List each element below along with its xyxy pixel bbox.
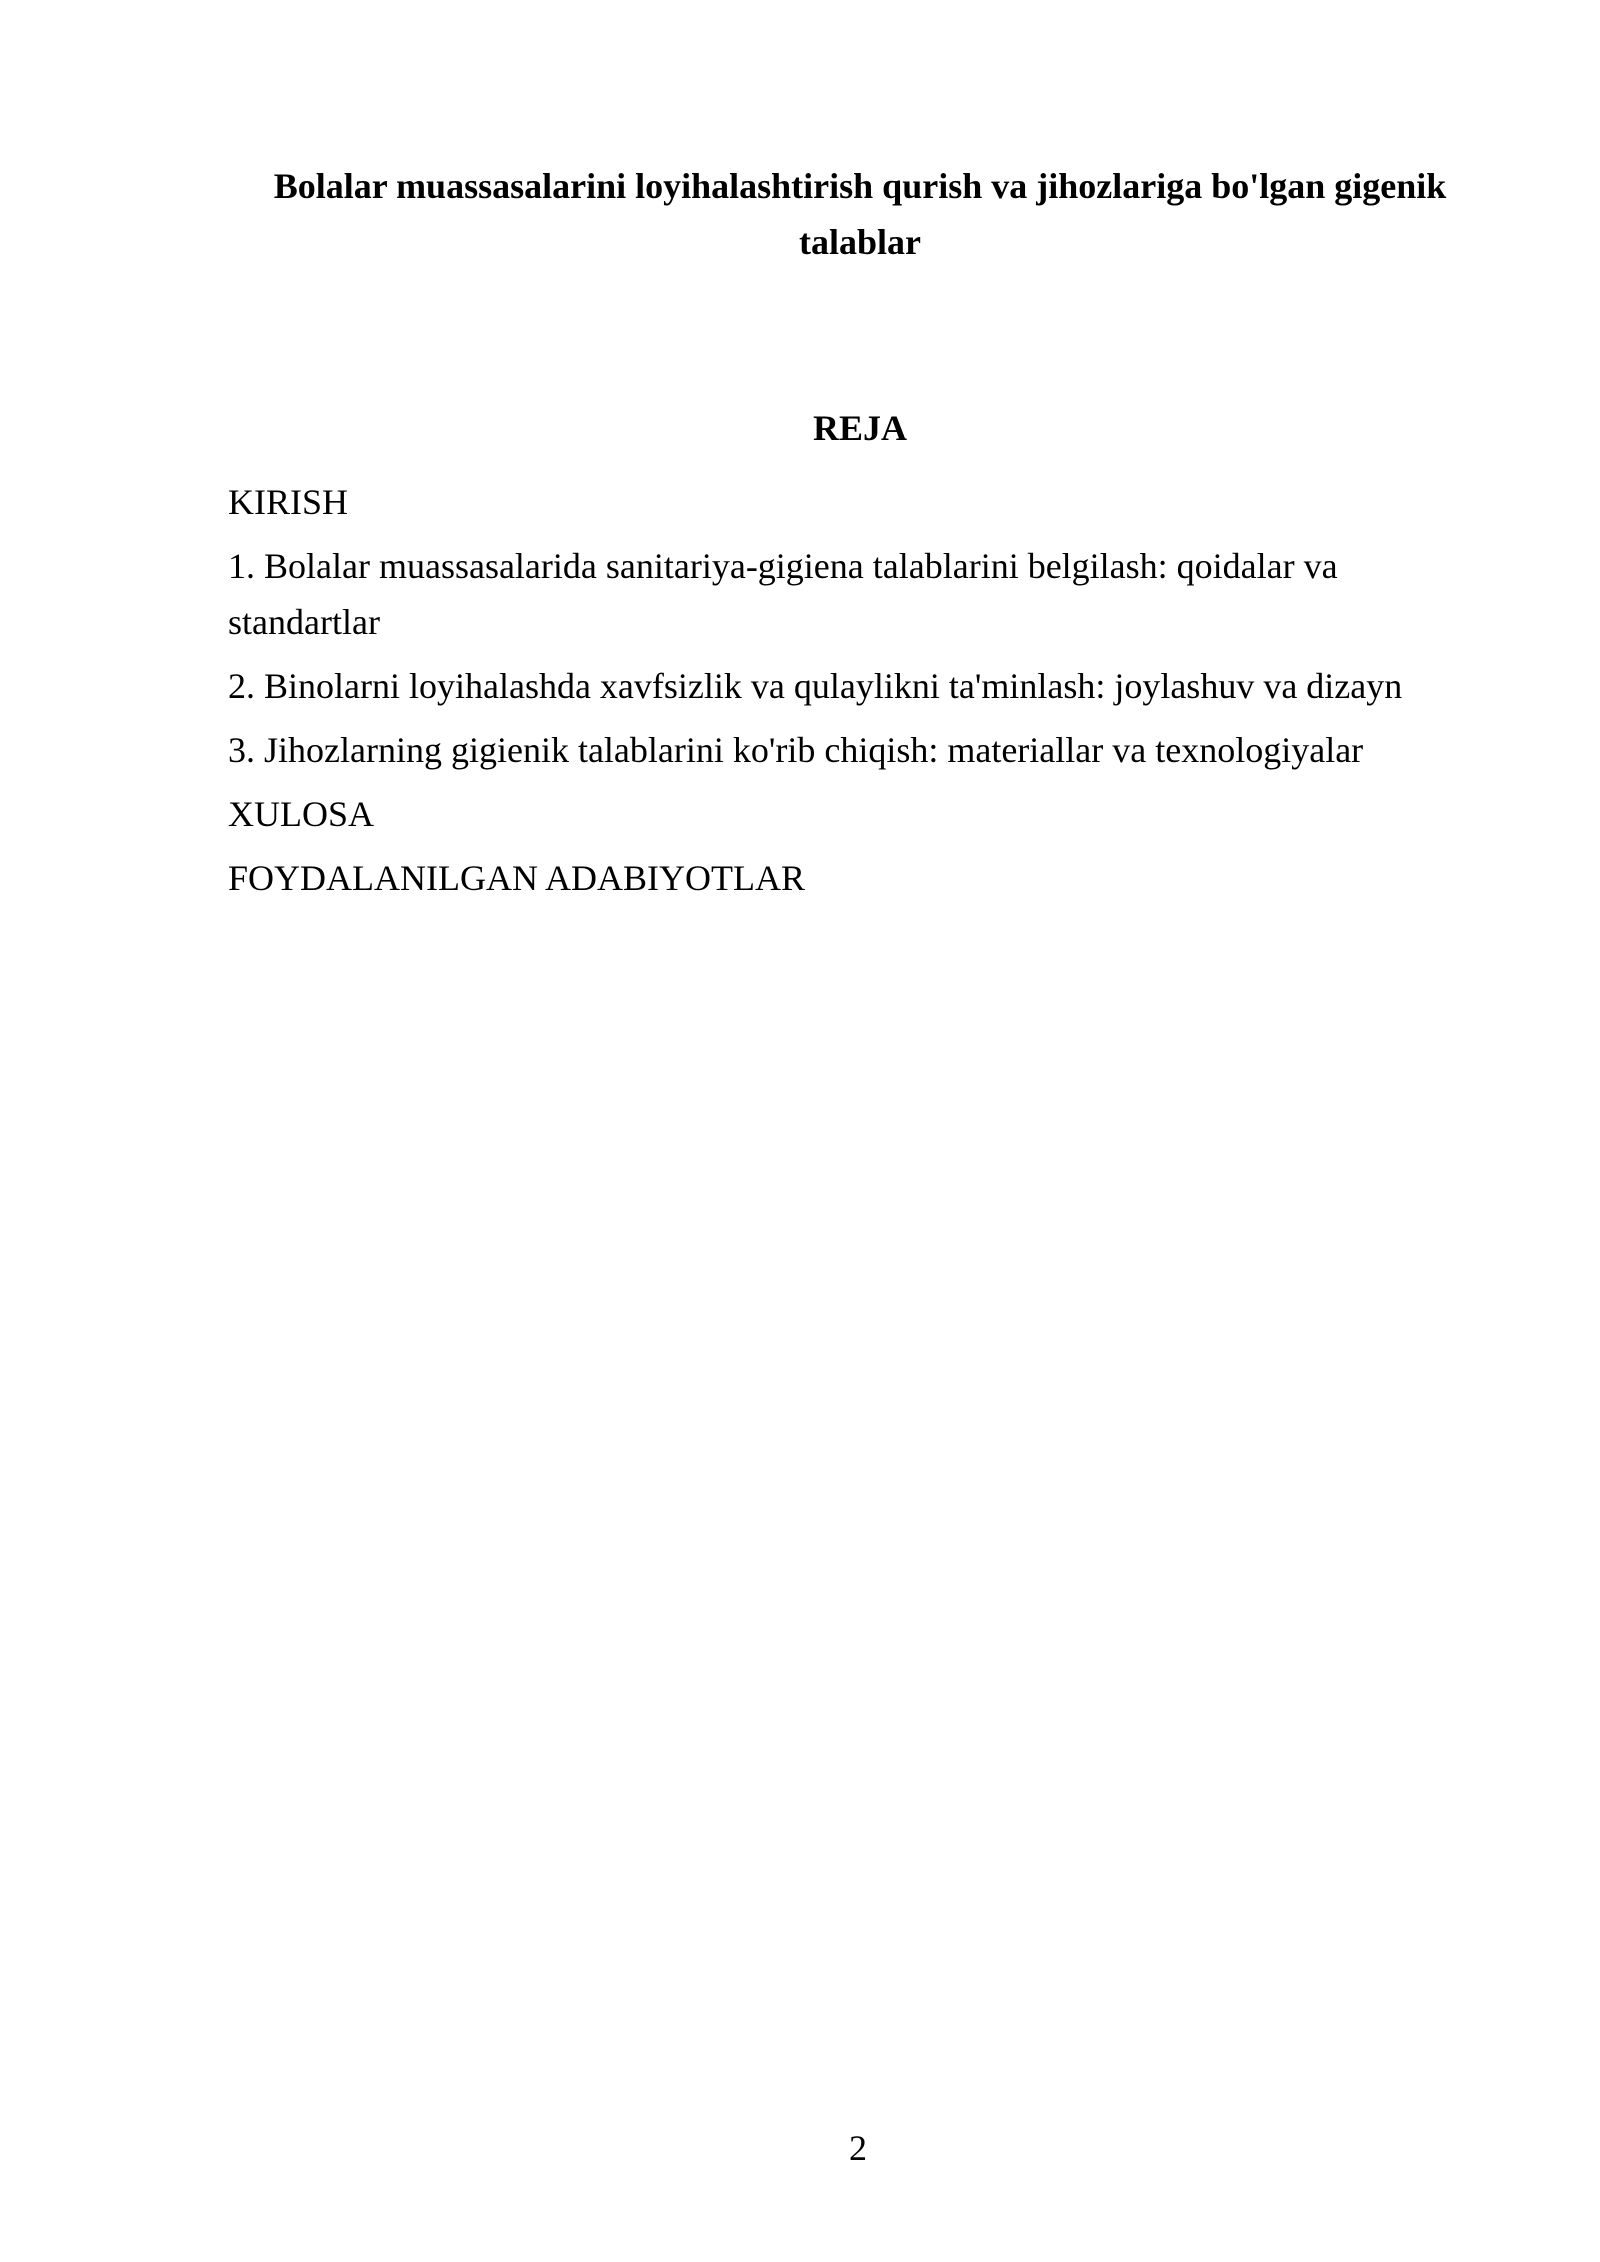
plan-item-references: FOYDALANILGAN ADABIYOTLAR bbox=[228, 858, 805, 898]
page-number: 2 bbox=[849, 2128, 867, 2168]
plan-list bbox=[228, 474, 1488, 914]
plan-item-2: 2. Binolarni loyihalashda xavfsizlik va qulaylikni ta'minlash: joylashuv va dizayn bbox=[228, 666, 1403, 706]
plan-item-1: 1. Bolalar muassasalarida sanitariya-gigiena talablarini belgilash: qoidalar va standartlar bbox=[228, 546, 1338, 642]
plan-item-introduction: KIRISH bbox=[228, 482, 349, 522]
plan-heading: REJA bbox=[812, 408, 907, 448]
plan-item-conclusion: XULOSA bbox=[228, 794, 375, 834]
plan-item-3: 3. Jihozlarning gigienik talablarini ko'rib chiqish: materiallar va texnologiyalar bbox=[228, 730, 1364, 770]
document-title: Bolalar muassasalarini loyihalashtirish qurish va jihozlariga bo'lgan gigenik talablar bbox=[273, 166, 1447, 262]
